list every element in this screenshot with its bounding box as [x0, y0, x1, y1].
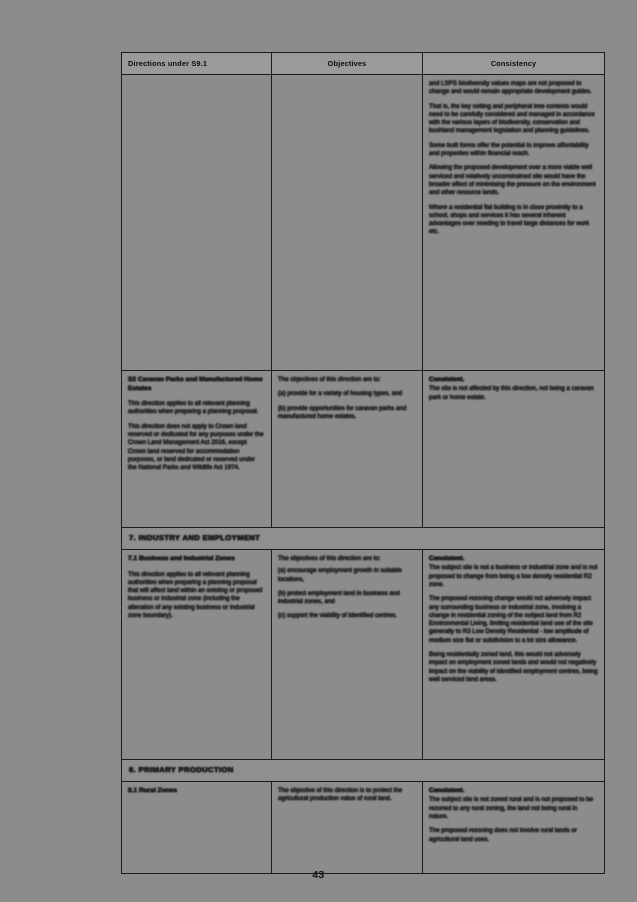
table-header-row	[122, 53, 605, 75]
consistency-paragraph: Where a residential flat building is in close proximity to a school, shops and services it has several inherent advantages over needing to travel large distances for work etc.	[429, 203, 590, 236]
cell-objectives-continuation	[272, 75, 423, 371]
table-row	[122, 371, 605, 528]
direction-heading: 8.1 Rural Zones	[128, 787, 178, 794]
column-header-consistency	[423, 53, 605, 75]
direction-paragraph: This direction applies to all relevant planning authorities when preparing a planning proposal that will affect land within an existing or proposed business or industrial zone (including the alteration of any existing business or industrial zone boundary).	[128, 570, 263, 620]
table-row	[122, 75, 605, 371]
consistency-paragraph: The proposed rezoning change would not adversely impact any surrounding business or industrial zone, involving a change in residential zoning of the subject land from R2 Environmental Living, limiting residential land use of the site generally to R3 Low Density Residential - low amplitude of medium size flat or subdivision to a lot size allowance.	[429, 595, 593, 644]
direction-heading: S2 Caravan Parks and Manufactured Home Estates	[128, 376, 263, 392]
consistency-paragraph: The subject site is not a business or industrial zone and is not proposed to change from being a low density residential R2 zone.	[429, 564, 598, 588]
consistency-paragraph: Some built forms offer the potential to improve affordability and properties within financial reach.	[429, 141, 589, 158]
column-header-directions	[122, 53, 272, 75]
consistency-paragraph: and LSPS biodiversity values maps are not proposed to change and would remain appropriate development guides.	[429, 80, 592, 96]
column-header-objectives	[272, 53, 423, 75]
consistency-verdict: Consistent.	[429, 555, 465, 562]
cell-consistency-8-1	[423, 782, 605, 874]
objectives-item: (b) provide opportunities for caravan parks and manufactured home estates.	[278, 404, 407, 420]
cell-directions-8-1	[122, 782, 272, 874]
direction-paragraph: This direction applies to all relevant planning authorities when preparing a planning proposal.	[128, 400, 259, 416]
consistency-paragraph: The subject site is not zoned rural and is not proposed to be rezoned to any rural zoning, the land not being rural in nature.	[429, 796, 594, 820]
section-band-row	[122, 528, 605, 550]
consistency-verdict: Consistent.	[429, 787, 465, 794]
column-header-directions-label: Directions under S9.1	[128, 59, 208, 68]
cell-consistency-7-1	[423, 550, 605, 760]
objectives-intro: The objective of this direction is to protect the agricultural production value of rural land.	[278, 787, 403, 803]
cell-objectives-7-1	[272, 550, 423, 760]
consistency-paragraph: That is, the key setting and peripheral tree contexts would need to be carefully considered and managed in accordance with the various layers of biodiversity, conservation and bushland management legislation and planning guidelines.	[429, 102, 595, 135]
consistency-paragraph: The site is not affected by this direction, not being a caravan park or home estate.	[429, 385, 594, 401]
cell-consistency-continuation	[423, 75, 605, 371]
objectives-item: (a) provide for a variety of housing types, and	[278, 390, 403, 398]
consistency-verdict: Consistent.	[429, 376, 465, 383]
directions-consistency-table	[121, 52, 605, 874]
page-number: 43	[312, 870, 325, 881]
objectives-item: (c) support the viability of identified centres.	[278, 612, 397, 620]
section-band-row	[122, 760, 605, 782]
cell-section-title-8	[122, 760, 605, 782]
objectives-intro: The objectives of this direction are to:	[278, 555, 381, 562]
objectives-item: (b) protect employment land in business and industrial zones, and	[278, 589, 400, 606]
cell-directions-s2	[122, 371, 272, 528]
cell-directions-continuation	[122, 75, 272, 371]
objectives-item: (a) encourage employment growth in suitable locations,	[278, 567, 402, 583]
consistency-paragraph: Being residentially zoned land, this would not adversely impact on employment zoned lands and would not negatively impact on the viability of identified employment centres, being well serviced land areas.	[429, 651, 598, 683]
cell-consistency-s2	[423, 371, 605, 528]
consistency-paragraph: The proposed rezoning does not involve rural lands or agricultural land uses.	[429, 827, 577, 843]
column-header-objectives-label: Objectives	[327, 59, 367, 68]
column-header-consistency-label: Consistency	[490, 59, 537, 68]
direction-heading: 7.1 Business and Industrial Zones	[128, 555, 235, 562]
cell-directions-7-1	[122, 550, 272, 760]
objectives-intro: The objectives of this direction are to:	[278, 376, 381, 383]
cell-section-title-7	[122, 528, 605, 550]
cell-objectives-s2	[272, 371, 423, 528]
table-row	[122, 550, 605, 760]
section-title: 8. PRIMARY PRODUCTION	[129, 765, 234, 774]
section-title: 7. INDUSTRY AND EMPLOYMENT	[129, 533, 261, 542]
consistency-paragraph: Allowing the proposed development over a more viable well serviced and relatively unconstrained site would have the broader effect of minimising the pressure on the environment and other resource lands.	[429, 164, 596, 197]
table-row	[122, 782, 605, 874]
direction-paragraph: This direction does not apply to Crown land reserved or dedicated for any purposes under the Crown Land Management Act 2016, except Crown land reserved for accommodation purposes, or land dedicated or reserved under the National Parks and Wildlife Act 1974.	[128, 422, 264, 472]
cell-objectives-8-1	[272, 782, 423, 874]
